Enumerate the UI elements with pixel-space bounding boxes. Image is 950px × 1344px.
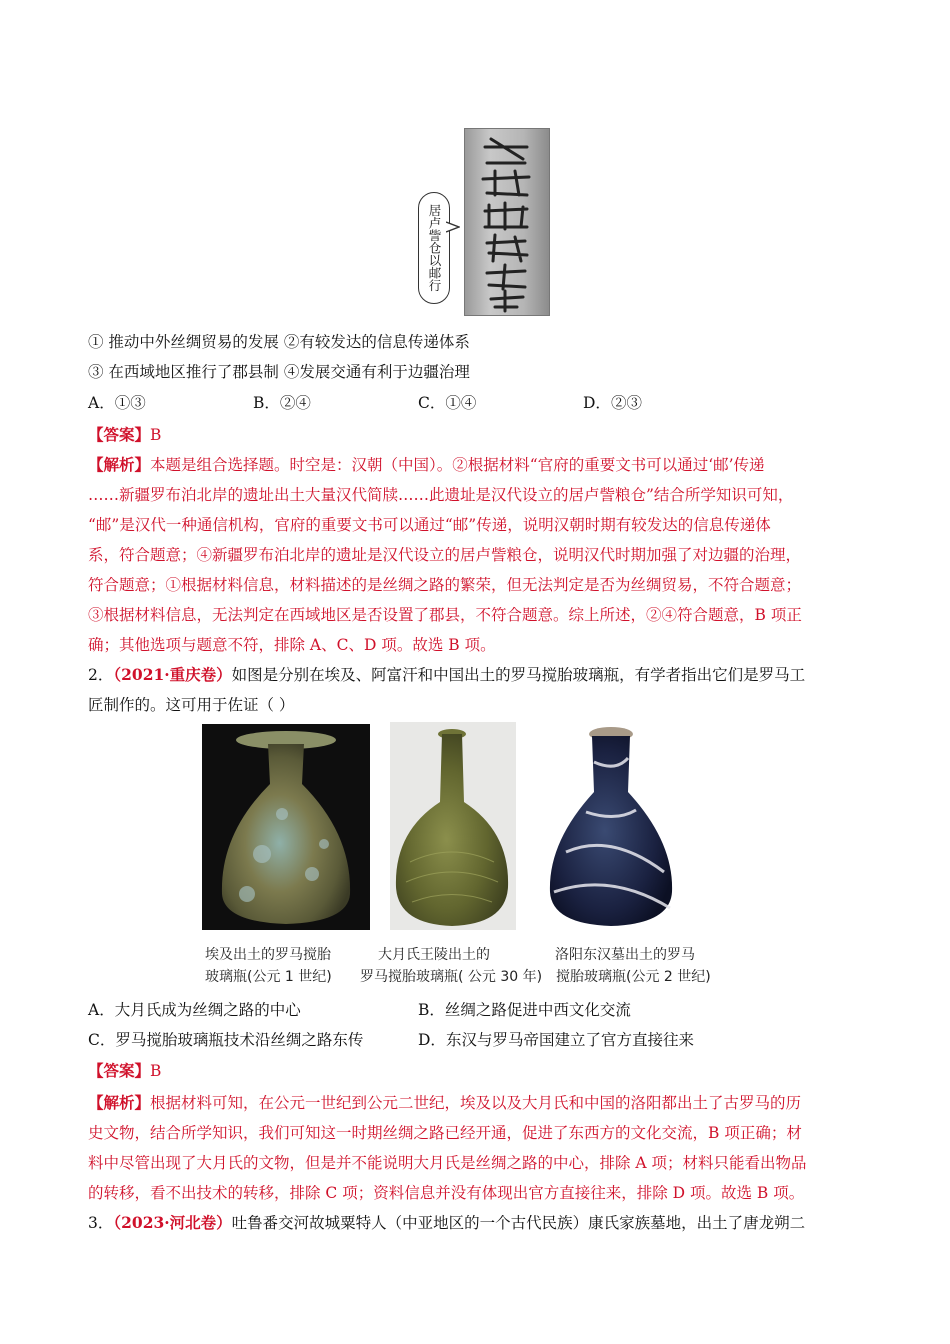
q1-analysis-line-3: “邮”是汉代一种通信机构，官府的重要文书可以通过“邮”传递，说明汉朝时期有较发达的信息传递体 [88,516,771,534]
q1-analysis-line-4: 系，符合题意；④新疆罗布泊北岸的遗址是汉代设立的居卢訾粮仓，说明汉代时期加强了对边疆的治理， [88,546,802,564]
q1-analysis-line-1 [88,455,765,475]
question-stem: 如图是分别在埃及、阿富汗和中国出土的罗马搅胎玻璃瓶，有学者指出它们是罗马工 [231,666,806,684]
option-text: ①③ [114,394,146,412]
vase-luoyang-image [536,722,686,930]
q1-option-b[interactable] [253,393,311,413]
option-letter: C． [418,394,446,412]
vase-caption-1-line-1: 埃及出土的罗马搅胎 [205,947,331,963]
vase-caption-2-line-1: 大月氏王陵出土的 [378,947,490,963]
q2-option-d[interactable] [418,1030,694,1050]
vase-egypt-image [202,724,370,930]
vase-yuezhi-icon [390,722,516,930]
question-number: 2． [88,666,114,684]
option-letter: B． [418,1001,445,1019]
option-letter: C． [88,1031,116,1049]
q1-option-a[interactable] [88,393,146,413]
q2-stem-line-1 [88,665,805,685]
q1-statement-line-1: ① 推动中外丝绸贸易的发展 ②有较发达的信息传递体系 [88,333,470,351]
answer-value: B [150,1062,162,1080]
q1-option-c[interactable] [418,393,476,413]
vase-caption-1-line-2: 玻璃瓶(公元 1 世纪) [205,969,332,985]
analysis-label: 【解析】 [88,1093,151,1112]
slip-inscription-icon [465,129,549,315]
vase-caption-3-line-1: 洛阳东汉墓出土的罗马 [555,947,695,963]
option-letter: D． [418,1031,446,1049]
option-text: 丝绸之路促进中西文化交流 [444,1001,631,1019]
answer-label: 【答案】 [88,425,151,444]
question-source: （2021·重庆卷） [113,665,232,684]
bubble-tail-icon [446,220,460,234]
question-number: 3． [88,1214,114,1232]
analysis-text: 根据材料可知，在公元一世纪到公元二世纪，埃及以及大月氏和中国的洛阳都出土了古罗马的历 [150,1094,802,1112]
q2-answer [88,1061,161,1081]
q3-stem-line-1 [88,1213,805,1233]
q1-analysis-line-2: ……新疆罗布泊北岸的遗址出土大量汉代简牍……此遗址是汉代设立的居卢訾粮仓”结合所学知识可知， [88,486,794,504]
option-letter: B． [253,394,280,412]
vase-egypt-icon [202,724,370,930]
bubble-label: 居卢訾仓以邮行 [418,192,450,304]
analysis-text: 本题是组合选择题。时空是：汉朝（中国）。②根据材料“官府的重要文书可以通过‘邮’传递 [150,456,765,474]
q1-analysis-line-7: 确；其他选项与题意不符，排除 A、C、D 项。故选 B 项。 [88,636,496,654]
option-text: 东汉与罗马帝国建立了官方直接往来 [445,1031,694,1049]
q2-option-b[interactable] [418,1000,631,1020]
q1-answer [88,425,161,445]
vase-yuezhi-image [390,722,516,930]
vase-luoyang-icon [536,722,686,930]
question-stem: 吐鲁番交河故城粟特人（中亚地区的一个古代民族）康氏家族墓地，出土了唐龙朔二 [231,1214,806,1232]
vase-caption-3-line-2: 搅胎玻璃瓶(公元 2 世纪) [556,969,711,985]
option-letter: D． [583,394,611,412]
answer-value: B [150,426,162,444]
option-letter: A． [88,1001,115,1019]
option-text: 罗马搅胎玻璃瓶技术沿丝绸之路东传 [115,1031,364,1049]
wooden-slip-image [464,128,550,316]
wooden-slip-figure [418,122,554,322]
option-text: ②④ [279,394,311,412]
q2-analysis-line-3: 料中尽管出现了大月氏的文物，但是并不能说明大月氏是丝绸之路的中心，排除 A 项；材料只能看出物品 [88,1154,807,1172]
q2-option-a[interactable] [88,1000,301,1020]
q1-option-d[interactable] [583,393,642,413]
q2-analysis-line-4: 的转移，看不出技术的转移，排除 C 项；资料信息并没有体现出官方直接往来，排除 D 项。故选 B 项。 [88,1184,805,1202]
q1-statement-line-2: ③ 在西域地区推行了郡县制 ④发展交通有利于边疆治理 [88,363,470,381]
vase-caption-2-line-2: 罗马搅胎玻璃瓶( 公元 30 年) [360,969,543,985]
option-text: ②③ [610,394,642,412]
q2-analysis-line-1 [88,1093,801,1113]
answer-label: 【答案】 [88,1061,151,1080]
q1-analysis-line-5: 符合题意；①根据材料信息，材料描述的是丝绸之路的繁荣，但无法判定是否为丝绸贸易，不符合题意； [88,576,802,594]
option-text: 大月氏成为丝绸之路的中心 [114,1001,301,1019]
q2-option-c[interactable] [88,1030,363,1050]
q2-analysis-line-2: 史文物，结合所学知识，我们可知这一时期丝绸之路已经开通，促进了东西方的文化交流，B 项正确；材 [88,1124,802,1142]
analysis-label: 【解析】 [88,455,151,474]
option-text: ①④ [445,394,477,412]
q2-stem-line-2: 匠制作的。这可用于佐证（ ） [88,696,295,714]
question-source: （2023·河北卷） [113,1213,232,1232]
q1-analysis-line-6: ③根据材料信息，无法判定在西域地区是否设置了郡县，不符合题意。综上所述，②④符合题意，B 项正 [88,606,802,624]
option-letter: A． [88,394,115,412]
